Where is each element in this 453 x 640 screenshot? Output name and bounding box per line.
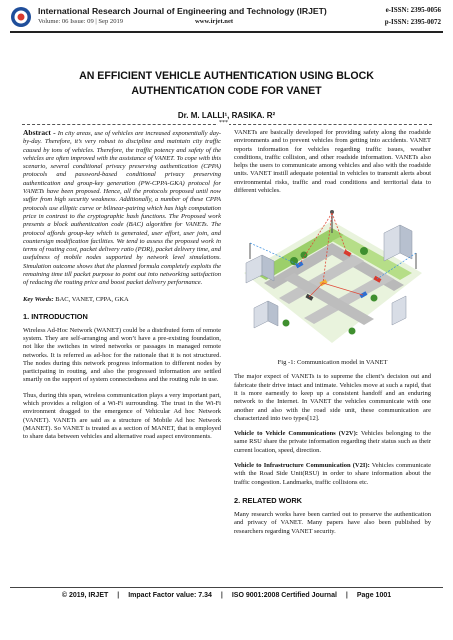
footer-page-number: Page 1001 [356,592,392,599]
footer-separator: | [117,592,120,599]
keywords-list: BAC, VANET, CPPA, GKA [55,295,129,303]
paper-title [20,69,433,99]
right-column [234,129,431,536]
left-column [23,129,221,442]
figure-caption: Fig -1: Communication model in VANET [277,359,388,367]
irjet-logo [10,6,32,28]
vanet-paragraph-2: The major expect of VANETs is to supreme the client’s decision out and fabricate their drive intact and intimate. Vehicles move at such a rapid, that it is more earnestly to keep up a consistent handoff and an enduring network to the Internet. In VANET the vehicles communicate with one another and also with the road side unit, these communication are characterized into two types[12]. [234,373,431,422]
title-line-2: AUTHENTICATION CODE FOR VANET [131,85,322,97]
abstract [23,129,221,288]
footer-rule [10,587,443,588]
abstract-label: Abstract - [23,128,56,137]
abstract-body: In city areas, use of vehicles are increased exponentially day-by-day. Therefore, it’s very robust to discipline and maintain city traffic caused by tons of vehicles. Therefore, the traffic potency and safety of the vehicles are often improved with the assistance of VANET. To cope with this scenario, several conditional privacy preserving authentication (CPPA) protocols and password-based conditional privacy preserving authentication and group-key generation (PW-CPPA-GKA) protocol for VANETs have been proposed. Hence, all the protocols proposed until now suffer from high security weakness. Additionally, a number of these CPPA protocols use elliptic curve or bilinear-pairing which has high computation price in contrast to the cryptographic hash functions. The Proposed work presents a block authentication code (BAC) algorithm for VANETs. The protocol affords group-key which is generated, user effort, user join, and countersign modification facilities. We tend to assess the proposed work in terms of routing cost, packet delivery ratio (PDR), packet delivery time, and usefulness of mobile nodes supported by network level simulations. Simulation outcome shows that the planned formula completely exploits the remaining time till packet purpose to point out into networking satisfaction of reducing the routing price and boost packet delivery performance. [23,130,222,287]
figure-1 [234,203,431,353]
v2i-paragraph [234,462,431,487]
keywords-label: Key Words: [23,295,54,303]
related-work-heading: 2. RELATED WORK [234,495,303,505]
v2v-body: Vehicles belonging to the same RSU share the private information regarding their status such as their current location, speed, direction. [234,430,432,454]
separator-mark: *** [219,120,228,126]
journal-title: International Research Journal of Engineering and Technology (IRJET) [38,6,327,16]
vanet-communication-illustration [234,203,431,353]
intro-paragraph-1: Wireless Ad-Hoc Network (WANET) could be a distributed form of remote system. They are self-arranging and won’t have a pre-existing foundation, not like the switches in wired networks or passages in managed remote networks. It is referred as ad-hoc for the rationale that it is not structured. The nodes during this network progress information to different nodes by participating in routing, and also the progressed information are settled smartly on the support of system connectedness and the routing rule in use. [23,326,221,384]
volume-info: Volume: 06 Issue: 09 | Sep 2019 [38,18,124,25]
vanet-paragraph-1: VANETs are basically developed for providing safety along the roadside environments and to prevent vehicles from getting into accidents. VANET reports information for vehicles regarding traffic issues, weather conditions, traffic collision, and other roadside information. VANETs also helps the users to communicate among vehicles and also with the roadside units. VANET instill adequate potential in vehicles to transmit alerts about environmental risks, traffic and road conditions and territorial data to different vehicles. [234,129,431,195]
header-rule [10,31,443,33]
footer-separator: | [345,592,348,599]
footer-separator: | [220,592,223,599]
v2i-heading: Vehicle to Infrastructure Communication (V2I): [234,462,370,470]
intro-paragraph-2: Thus, during this span, wireless communication plays a very important part, which provides a religion of a Wi-Fi surrounding. The trust in the Wi-Fi environment dragged to the emergence of Vehicular Ad hoc Network (VANET). VANETs are said as a structure of Mobile Ad hoc Network (MANET). So VANET is treated as a section of MANET, that is employed to share data between vehicles and alternative road aspect environments. [23,391,221,441]
pissn: p-ISSN: 2395-0072 [384,18,441,26]
intro-heading: 1. INTRODUCTION [23,311,88,321]
author-separator [22,120,432,126]
title-line-1: AN EFFICIENT VEHICLE AUTHENTICATION USING BLOCK [79,70,374,82]
footer-impact-factor: Impact Factor value: 7.34 [128,592,212,599]
v2v-heading: Vehicle to Vehicle Communications (V2V): [234,430,358,438]
journal-header [0,0,453,38]
v2v-paragraph [234,430,431,455]
journal-website[interactable]: www.irjet.net [195,18,234,25]
keywords [23,296,221,303]
footer-iso: ISO 9001:2008 Certified Journal [231,592,337,599]
paper-authors: Dr. M. LALLI¹, RASIKA. R² [177,111,276,120]
v2i-body: Vehicles communicate with the Road Side Unit(RSU) in order to share information about the traffic congestion. Landmarks, traffic collisions etc. [234,462,431,486]
eissn: e-ISSN: 2395-0056 [385,6,441,14]
page-footer [0,592,453,599]
related-work-paragraph: Many research works have been carried out to preserve the authentication and privacy of VANET. Many papers have also been published by researchers regarding VANET security. [234,510,431,535]
footer-copyright: © 2019, IRJET [61,592,109,599]
